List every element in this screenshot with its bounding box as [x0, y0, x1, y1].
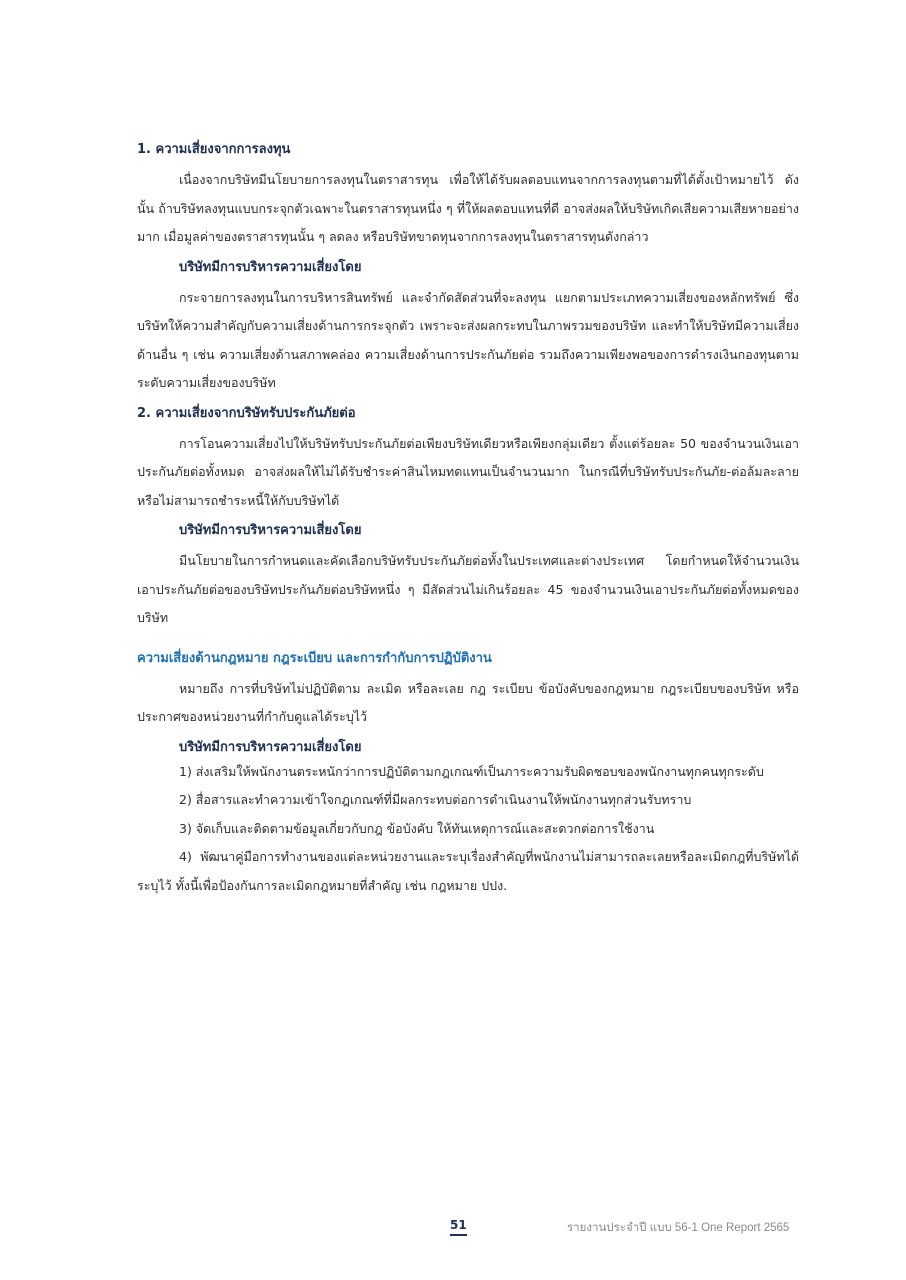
- compliance-list-item: 1) ส่งเสริมให้พนักงานตระหนักว่าการปฏิบัติตามกฎเกณฑ์เป็นภาระความรับผิดชอบของพนักงานทุกคนทุกระดับ: [179, 763, 764, 779]
- section-1-management-heading: บริษัทมีการบริหารความเสี่ยงโดย: [179, 259, 362, 275]
- section-1-paragraph: เนื่องจากบริษัทมีนโยบายการลงทุนในตราสารทุน เพื่อให้ได้รับผลตอบแทนจากการลงทุนตามที่ได้ตั้งเป้าหมายไว้ ดังนั้น ถ้าบริษัทลงทุนแบบกระจุกตัวเฉพาะในตราสารทุนหนึ่ง ๆ ที่ให้ผลตอบแทนที่ดี อาจส่งผลให้บริษัทเกิดเสียความเสียหายอย่างมาก เมื่อมูลค่าของตราสารทุนนั้น ๆ ลดลง หรือบริษัทขาดทุนจากการลงทุนในตราสารทุนดังกล่าว: [137, 172, 799, 244]
- compliance-heading: ความเสี่ยงด้านกฎหมาย กฎระเบียบ และการกำกับการปฏิบัติงาน: [137, 650, 492, 666]
- compliance-management-heading: บริษัทมีการบริหารความเสี่ยงโดย: [179, 739, 362, 755]
- section-1-management-paragraph: กระจายการลงทุนในการบริหารสินทรัพย์ และจำกัดสัดส่วนที่จะลงทุน แยกตามประเภทความเสี่ยงของหลักทรัพย์ ซึ่งบริษัทให้ความสำคัญกับความเสี่ยงด้านการกระจุกตัว เพราะจะส่งผลกระทบในภาพรวมของบริษัท และทำให้บริษัทมีความเสี่ยงด้านอื่น ๆ เช่น ความเสี่ยงด้านสภาพคล่อง ความเสี่ยงด้านการประกันภัยต่อ รวมถึงความเพียงพอของการดำรงเงินกองทุนตามระดับความเสี่ยงของบริษัท: [137, 289, 799, 390]
- compliance-list-item: 4) พัฒนาคู่มือการทำงานของแต่ละหน่วยงานและระบุเรื่องสำคัญที่พนักงานไม่สามารถละเลยหรือละเมิดกฎที่บริษัทได้ระบุไว้ ทั้งนี้เพื่อป้องกันการละเมิดกฎหมายที่สำคัญ เช่น กฎหมาย ปปง.: [137, 849, 799, 893]
- section-2-management-paragraph: มีนโยบายในการกำหนดและคัดเลือกบริษัทรับประกันภัยต่อทั้งในประเทศและต่างประเทศ โดยกำหนดให้จำนวนเงินเอาประกันภัยต่อของบริษัทประกันภัยต่อบริษัทหนึ่ง ๆ มีสัดส่วนไม่เกินร้อยละ 45 ของจำนวนเงินเอาประกันภัยต่อทั้งหมดของบริษัท: [137, 553, 799, 625]
- report-title: รายงานประจำปี แบบ 56-1 One Report 2565: [567, 1222, 790, 1234]
- compliance-paragraph: หมายถึง การที่บริษัทไม่ปฏิบัติตาม ละเมิด หรือละเลย กฎ ระเบียบ ข้อบังคับของกฎหมาย กฎระเบียบของบริษัท หรือประกาศของหน่วยงานที่กำกับดูแลได้ระบุไว้: [137, 680, 799, 724]
- compliance-list-item: 2) สื่อสารและทำความเข้าใจกฎเกณฑ์ที่มีผลกระทบต่อการดำเนินงานให้พนักงานทุกส่วนรับทราบ: [179, 792, 692, 807]
- section-2-paragraph: การโอนความเสี่ยงไปให้บริษัทรับประกันภัยต่อเพียงบริษัทเดียวหรือเพียงกลุ่มเดียว ตั้งแต่ร้อยละ 50 ของจำนวนเงินเอาประกันภัยต่อทั้งหมด อาจส่งผลให้ไม่ได้รับชำระค่าสินไหมทดแทนเป็นจำนวนมาก ในกรณีที่บริษัทรับประกันภัย-ต่อล้มละลาย หรือไม่สามารถชำระหนี้ให้กับบริษัทได้: [137, 435, 799, 508]
- page-number: 51: [450, 1218, 467, 1236]
- section-1-heading: 1. ความเสี่ยงจากการลงทุน: [137, 142, 291, 157]
- compliance-list-item: 3) จัดเก็บและติดตามข้อมูลเกี่ยวกับกฎ ข้อบังคับ ให้ทันเหตุการณ์และสะดวกต่อการใช้งาน: [179, 820, 655, 836]
- section-2-heading: 2. ความเสี่ยงจากบริษัทรับประกันภัยต่อ: [137, 405, 356, 421]
- page-content: [137, 140, 799, 900]
- section-2-management-heading: บริษัทมีการบริหารความเสี่ยงโดย: [179, 523, 362, 538]
